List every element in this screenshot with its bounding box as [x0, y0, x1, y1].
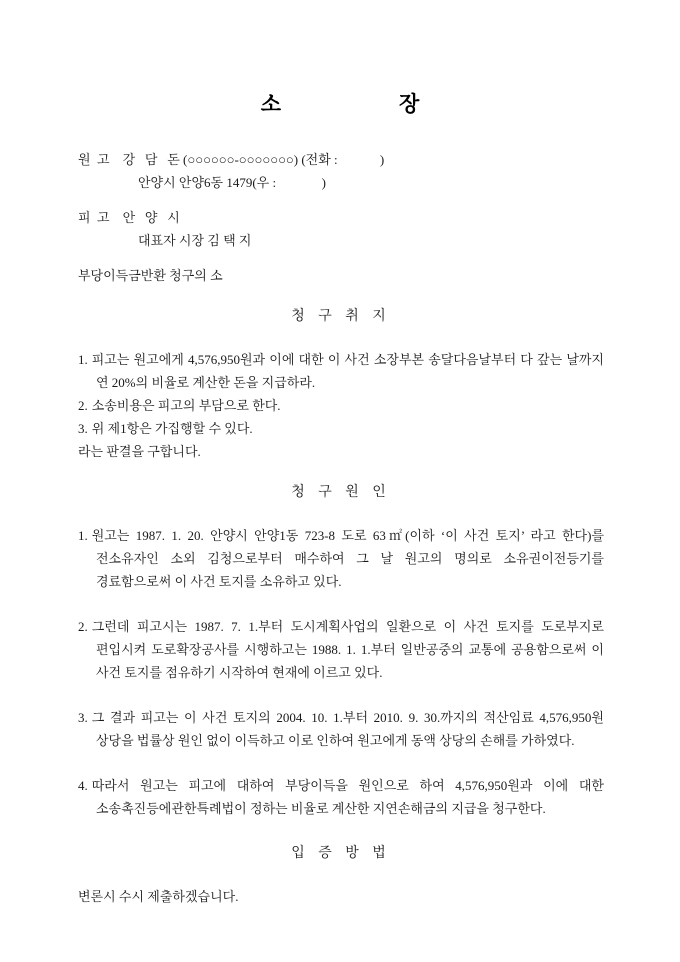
claim-cause-section — [78, 524, 604, 820]
claim-cause-heading: 청 구 원 인 — [291, 485, 391, 500]
evidence-heading: 입 증 방 법 — [291, 846, 391, 861]
claim-purpose-heading: 청 구 취 지 — [291, 309, 391, 324]
claim-purpose-item — [78, 394, 604, 417]
item-number: 2. — [78, 398, 88, 413]
item-text: 그 결과 피고는 이 사건 토지의 2004. 10. 1.부터 2010. 9. 30.까지의 적산임료 4,576,950원 상당을 법률상 원인 없이 이득하고 이로 인하여 원고에게 동액 상당의 손해를 가하였다. — [91, 710, 604, 748]
item-text: 소송비용은 피고의 부담으로 한다. — [91, 398, 281, 413]
claim-purpose-item — [78, 417, 604, 440]
item-text: 따라서 원고는 피고에 대하여 부당이득을 원인으로 하여 4,576,950원과 이에 대한 소송촉진등에관한특례법이 정하는 비율로 계산한 지연손해금의 지급을 청구한다. — [91, 778, 604, 816]
defendant-name-line: 피 고 안 양 시 — [78, 210, 180, 225]
claim-cause-item — [78, 774, 604, 820]
document-title: 소 장 — [260, 92, 422, 116]
plaintiff-block — [78, 148, 604, 194]
item-number: 3. — [78, 710, 88, 725]
claim-purpose-section — [78, 348, 604, 463]
claim-cause-item — [78, 706, 604, 752]
claim-cause-item — [78, 524, 604, 593]
claim-purpose-item — [78, 348, 604, 394]
item-text: 피고는 원고에게 4,576,950원과 이에 대한 이 사건 소장부본 송달다음날부터 다 갚는 날까지 연 20%의 비율로 계산한 돈을 지급하라. — [91, 352, 604, 390]
item-text: 그런데 피고시는 1987. 7. 1.부터 도시계획사업의 일환으로 이 사건 토지를 도로부지로 편입시켜 도로확장공사를 시행하고는 1988. 1. 1.부터 일반공중의 교통에 공용함으로써 이 사건 토지를 점유하기 시작하여 현재에 이르고 있다. — [91, 619, 604, 680]
item-number: 3. — [78, 421, 88, 436]
plaintiff-address-line: 안양시 안양6동 1479(우 : ) — [138, 175, 326, 190]
item-text: 위 제1항은 가집행할 수 있다. — [91, 421, 253, 436]
claim-cause-item — [78, 615, 604, 684]
plaintiff-name-line: 원 고 강 담 돈 (○○○○○○-○○○○○○○) (전화 : ) — [78, 152, 385, 167]
defendant-representative-line: 대표자 시장 김 택 지 — [138, 233, 252, 248]
item-number: 1. — [78, 352, 88, 367]
item-number: 4. — [78, 778, 88, 793]
defendant-block — [78, 206, 604, 252]
item-number: 2. — [78, 619, 88, 634]
item-text: 원고는 1987. 1. 20. 안양시 안양1동 723-8 도로 63㎡(이하 ‘이 사건 토지’ 라고 한다)를 전소유자인 소외 김청으로부터 매수하여 그 날 원고의 명의로 소유권이전등기를 경료함으로써 이 사건 토지를 소유하고 있다. — [91, 528, 604, 589]
item-number: 1. — [78, 528, 88, 543]
claim-purpose-closing: 라는 판결을 구합니다. — [78, 444, 201, 459]
case-name: 부당이득금반환 청구의 소 — [78, 268, 223, 283]
evidence-body: 변론시 수시 제출하겠습니다. — [78, 889, 239, 904]
